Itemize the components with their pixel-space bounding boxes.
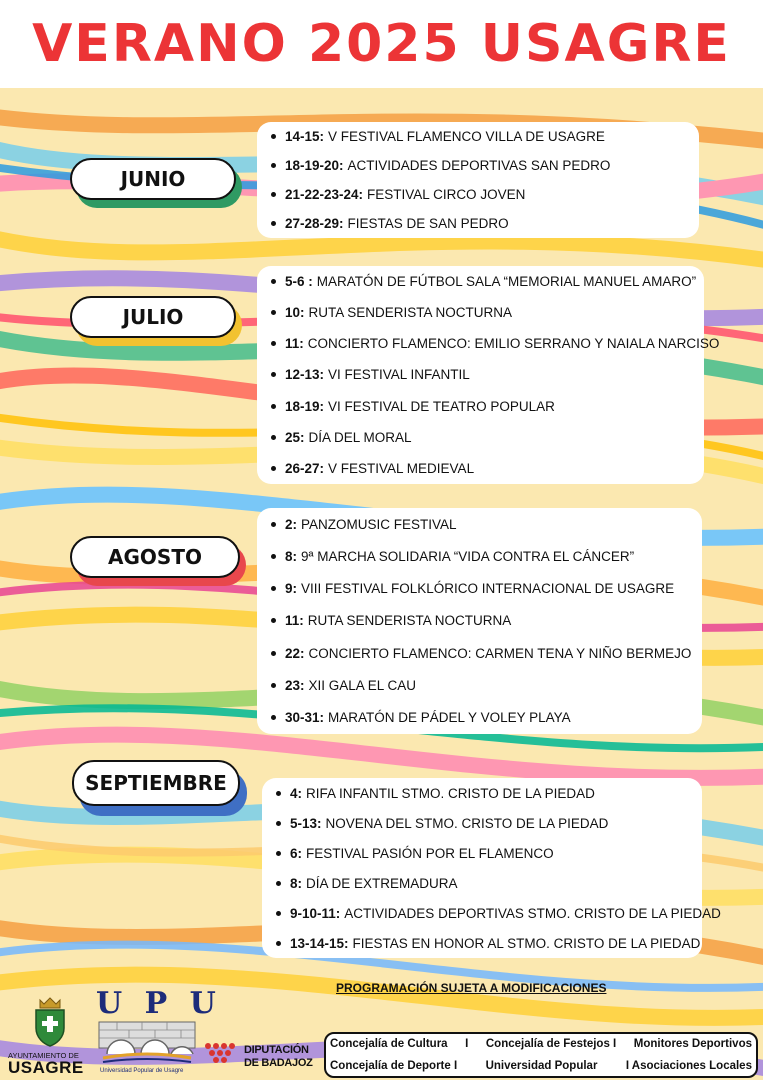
month-pill-junio: JUNIO [70,158,236,200]
list-item: 11: CONCIERTO FLAMENCO: EMILIO SERRANO Y NAIALA NARCISO [271,336,690,351]
events-card-septiembre [262,778,721,958]
list-item: 9: VIII FESTIVAL FOLKLÓRICO INTERNACIONAL DE USAGRE [271,581,688,596]
list-item: 11: RUTA SENDERISTA NOCTURNA [271,613,688,628]
list-item: 25: DÍA DEL MORAL [271,430,690,445]
list-item: 23: XII GALA EL CAU [271,678,688,693]
diputacion-dots-icon [202,1040,238,1064]
list-item: 12-13: VI FESTIVAL INFANTIL [271,367,690,382]
list-item: 6: FESTIVAL PASIÓN POR EL FLAMENCO [276,846,688,861]
list-item: 22: CONCIERTO FLAMENCO: CARMEN TENA Y NIÑO BERMEJO [271,646,688,661]
credit-cultura: Concejalía de Cultura [330,1038,448,1050]
list-item: 14-15: V FESTIVAL FLAMENCO VILLA DE USAGRE [271,129,685,144]
list-item: 4: RIFA INFANTIL STMO. CRISTO DE LA PIEDAD [276,786,688,801]
month-pill-septiembre: SEPTIEMBRE [72,760,240,806]
credit-deporte: Concejalía de Deporte I [330,1060,458,1072]
list-item: 2: PANZOMUSIC FESTIVAL [271,517,688,532]
list-item: 26-27: V FESTIVAL MEDIEVAL [271,461,690,476]
list-item: 5-6 : MARATÓN DE FÚTBOL SALA “MEMORIAL MANUEL AMARO” [271,274,690,289]
upu-bridge-icon [97,1020,197,1068]
list-item: 27-28-29: FIESTAS DE SAN PEDRO [271,216,685,231]
diputacion-label-1: DIPUTACIÓN [244,1044,309,1056]
usagre-coat-of-arms-icon [30,996,70,1048]
upu-logo-letters: U P U [96,986,222,1021]
list-item: 8: 9ª MARCHA SOLIDARIA “VIDA CONTRA EL CÁNCER” [271,549,688,564]
list-item: 30-31: MARATÓN DE PÁDEL Y VOLEY PLAYA [271,710,688,725]
list-item: 18-19: VI FESTIVAL DE TEATRO POPULAR [271,399,690,414]
upu-caption: Universidad Popular de Usagre [100,1068,184,1074]
ayuntamiento-label: AYUNTAMIENTO DE [8,1051,79,1060]
list-item: 5-13: NOVENA DEL STMO. CRISTO DE LA PIEDAD [276,816,688,831]
page-title: VERANO 2025 USAGRE [32,14,731,74]
disclaimer-note: PROGRAMACIÓN SUJETA A MODIFICACIONES [336,981,607,995]
diputacion-label-2: DE BADAJOZ [244,1057,313,1069]
list-item: 10: RUTA SENDERISTA NOCTURNA [271,305,690,320]
credit-festejos: Concejalía de Festejos I [485,1038,617,1050]
month-pill-agosto: AGOSTO [70,536,240,578]
list-item: 21-22-23-24: FESTIVAL CIRCO JOVEN [271,187,685,202]
list-item: 9-10-11: ACTIVIDADES DEPORTIVAS STMO. CRISTO DE LA PIEDAD [276,906,688,921]
events-card-agosto [257,508,702,734]
credit-asociaciones: I Asociaciones Locales [625,1060,752,1072]
list-item: 13-14-15: FIESTAS EN HONOR AL STMO. CRISTO DE LA PIEDAD [276,936,688,951]
list-item: 8: DÍA DE EXTREMADURA [276,876,688,891]
events-card-julio [257,266,720,484]
list-item: 18-19-20: ACTIVIDADES DEPORTIVAS SAN PEDRO [271,158,685,173]
usagre-label: USAGRE [8,1058,84,1077]
credit-monitores: Monitores Deportivos [633,1038,752,1050]
month-pill-julio: JULIO [70,296,236,338]
credits-box [324,1032,758,1078]
credit-universidad: Universidad Popular [485,1060,598,1072]
credit-separator: I [465,1038,469,1050]
events-card-junio [257,122,699,238]
